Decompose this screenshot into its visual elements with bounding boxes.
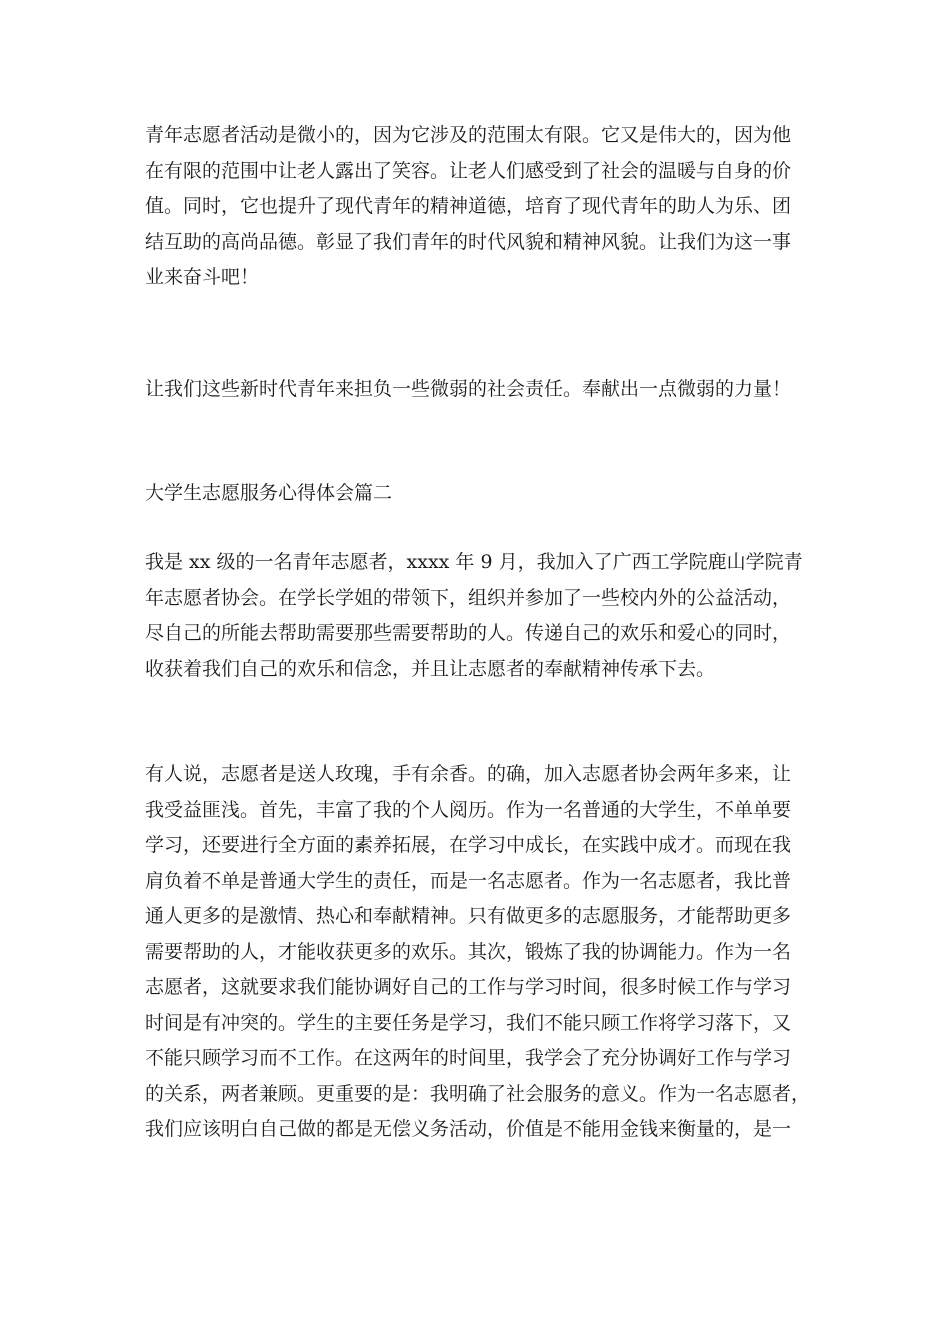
section-heading: 大学生志愿服务心得体会篇二 <box>145 482 393 504</box>
paragraph-line: 不能只顾学习而不工作。在这两年的时间里，我学会了充分协调好工作与学习 <box>145 1047 792 1069</box>
paragraph-line: 我受益匪浅。首先，丰富了我的个人阅历。作为一名普通的大学生，不单单要 <box>145 798 792 821</box>
paragraph-line: 收获着我们自己的欢乐和信念，并且让志愿者的奉献精神传承下去。 <box>145 657 716 680</box>
paragraph-line: 尽自己的所能去帮助需要那些需要帮助的人。传递自己的欢乐和爱心的同时， <box>145 622 792 644</box>
paragraph-line: 我们应该明白自己做的都是无偿义务活动，价值是不能用金钱来衡量的，是一 <box>145 1118 792 1140</box>
paragraph-line: 我是 xx 级的一名青年志愿者，xxxx 年 9 月，我加入了广西工学院鹿山学院青 <box>145 551 803 573</box>
paragraph-4 <box>145 757 810 1148</box>
paragraph-1 <box>145 118 810 296</box>
paragraph-line: 学习，还要进行全方面的素养拓展，在学习中成长，在实践中成才。而现在我 <box>145 834 792 856</box>
paragraph-line: 通人更多的是激情、热心和奉献精神。只有做更多的志愿服务，才能帮助更多 <box>145 905 792 927</box>
paragraph-line: 青年志愿者活动是微小的，因为它涉及的范围太有限。它又是伟大的，因为他 <box>145 124 792 146</box>
paragraph-line: 时间是有冲突的。学生的主要任务是学习，我们不能只顾工作将学习落下，又 <box>145 1011 792 1034</box>
paragraph-line: 结互助的高尚品德。彰显了我们青年的时代风貌和精神风貌。让我们为这一事 <box>145 230 792 253</box>
paragraph-line: 志愿者，这就要求我们能协调好自己的工作与学习时间，很多时候工作与学习 <box>145 976 792 998</box>
paragraph-2 <box>145 372 810 408</box>
paragraph-line: 业来奋斗吧！ <box>145 266 260 288</box>
paragraph-line: 有人说，志愿者是送人玫瑰，手有余香。的确，加入志愿者协会两年多来，让 <box>145 763 792 785</box>
paragraph-line: 值。同时，它也提升了现代青年的精神道德，培育了现代青年的助人为乐、团 <box>145 195 792 217</box>
paragraph-line: 在有限的范围中让老人露出了笑容。让老人们感受到了社会的温暖与自身的价 <box>145 159 792 182</box>
paragraph-line: 年志愿者协会。在学长学姐的带领下，组织并参加了一些校内外的公益活动， <box>145 586 792 609</box>
paragraph-line: 让我们这些新时代青年来担负一些微弱的社会责任。奉献出一点微弱的力量！ <box>145 378 792 400</box>
paragraph-line: 肩负着不单是普通大学生的责任，而是一名志愿者。作为一名志愿者，我比普 <box>145 869 792 892</box>
paragraph-line: 需要帮助的人，才能收获更多的欢乐。其次，锻炼了我的协调能力。作为一名 <box>145 940 792 963</box>
paragraph-line: 的关系，两者兼顾。更重要的是：我明确了社会服务的意义。作为一名志愿者， <box>145 1082 811 1105</box>
paragraph-3 <box>145 545 810 687</box>
